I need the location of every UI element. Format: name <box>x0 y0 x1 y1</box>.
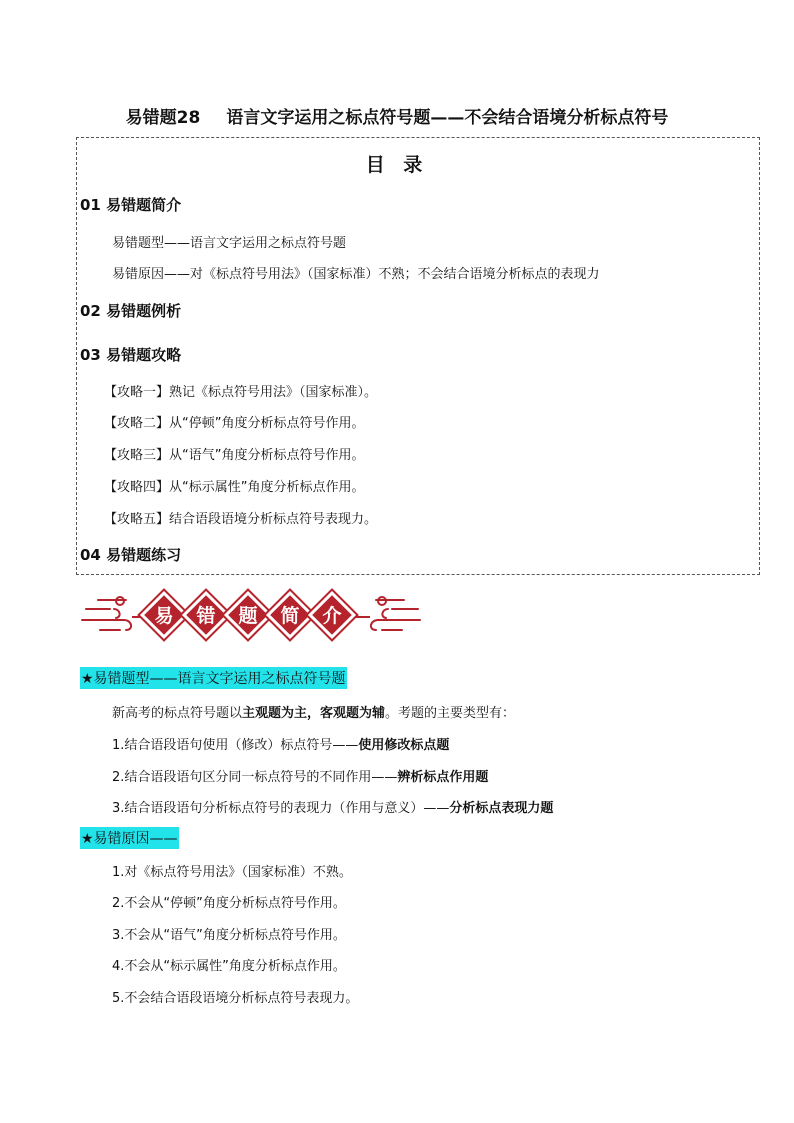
type-item-1: 1.结合语段语句使用（修改）标点符号——使用修改标点题 <box>112 738 450 753</box>
toc-strategy-2: 【攻略二】从“停顿”角度分析标点符号作用。 <box>104 416 365 431</box>
banner-char: 易 <box>154 605 174 627</box>
type-heading: ★易错题型——语言文字运用之标点符号题 <box>80 667 347 689</box>
toc-line-reason: 易错原因——对《标点符号用法》（国家标准）不熟；不会结合语境分析标点的表现力 <box>112 267 600 282</box>
title-text: 语言文字运用之标点符号题——不会结合语境分析标点符号 <box>226 108 669 128</box>
reason-item-3: 3.不会从“语气”角度分析标点符号作用。 <box>112 928 346 943</box>
toc-strategy-3: 【攻略三】从“语气”角度分析标点符号作用。 <box>104 448 365 463</box>
toc-strategy-5: 【攻略五】结合语段语境分析标点符号表现力。 <box>104 512 378 527</box>
left-cloud-ornament <box>82 597 131 630</box>
toc-strategy-1: 【攻略一】熟记《标点符号用法》（国家标准）。 <box>104 385 378 400</box>
type-item-2: 2.结合语段语句区分同一标点符号的不同作用——辨析标点作用题 <box>112 770 489 785</box>
banner-char: 错 <box>196 605 216 627</box>
toc-section-1: 01 易错题简介 <box>80 196 182 214</box>
toc-line-type: 易错题型——语言文字运用之标点符号题 <box>112 236 347 251</box>
reason-heading: ★易错原因—— <box>80 827 179 849</box>
reason-item-4: 4.不会从“标示属性”角度分析标点作用。 <box>112 959 346 974</box>
type-intro: 新高考的标点符号题以主观题为主，客观题为辅。考题的主要类型有： <box>112 706 516 721</box>
document-title <box>0 103 794 128</box>
reason-item-1: 1.对《标点符号用法》（国家标准）不熟。 <box>112 865 352 880</box>
toc-section-3: 03 易错题攻略 <box>80 346 182 364</box>
right-cloud-ornament <box>371 597 420 630</box>
banner-char: 简 <box>280 605 300 627</box>
toc-strategy-4: 【攻略四】从“标示属性”角度分析标点作用。 <box>104 480 365 495</box>
toc-title: 目 录 <box>365 154 429 176</box>
question-number: 易错题28 <box>125 108 201 128</box>
reason-item-2: 2.不会从“停顿”角度分析标点符号作用。 <box>112 896 346 911</box>
banner-chars <box>139 590 358 641</box>
banner-char: 介 <box>322 605 342 627</box>
banner-char: 题 <box>238 605 258 627</box>
type-item-3: 3.结合语段语句分析标点符号的表现力（作用与意义）——分析标点表现力题 <box>112 801 554 816</box>
toc-section-4: 04 易错题练习 <box>80 546 182 564</box>
section-banner <box>80 588 422 642</box>
reason-item-5: 5.不会结合语段语境分析标点符号表现力。 <box>112 991 359 1006</box>
toc-section-2: 02 易错题例析 <box>80 302 182 320</box>
